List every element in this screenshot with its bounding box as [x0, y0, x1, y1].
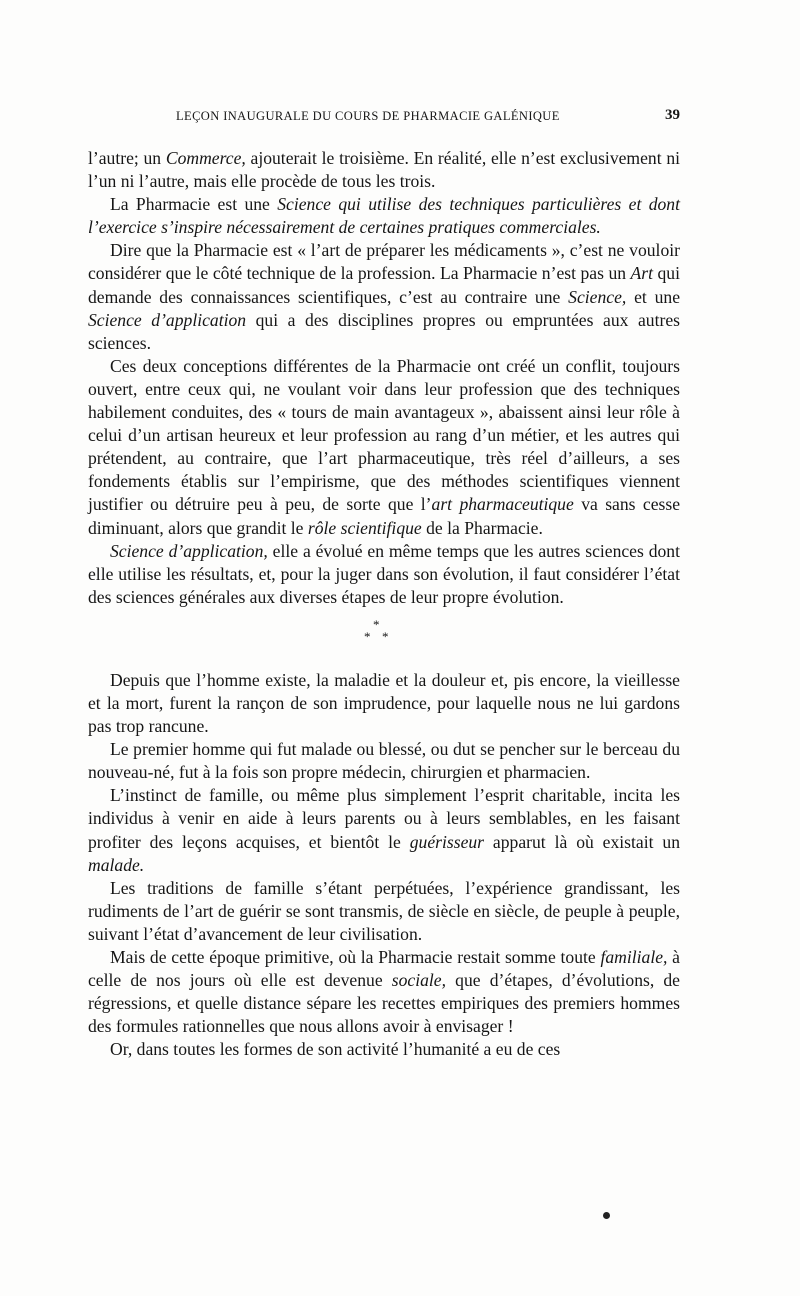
italic-text: guérisseur: [409, 831, 485, 852]
text-run: elle a évolué en même temps que les autres sciences dont elle utilise les résultats, et, pour la juger dans son évolution, il faut considérer l’état des sciences générales aux diverses étapes de leur propre évolution.: [88, 540, 680, 607]
running-title: LEÇON INAUGURALE DU COURS DE PHARMACIE GALÉNIQUE: [176, 109, 560, 123]
text-run: qui demande des connaissances scientifiques, c’est au contraire une: [88, 263, 680, 307]
text-run: que d’étapes, d’évolutions, de régressions, et quelle distance sépare les recettes empiriques des premiers hommes des formules rationnelles que nous allons avoir à envisager !: [88, 970, 680, 1037]
italic-text: Science,: [568, 286, 627, 307]
italic-text: Art: [630, 263, 654, 284]
paragraph: [88, 147, 680, 193]
text-run: l’autre; un: [88, 148, 166, 168]
italic-text: Science d’application,: [110, 540, 268, 561]
paragraph: [88, 1038, 680, 1061]
text-run: ajouterait le troisième. En réalité, elle n’est exclusivement ni l’un ni l’autre, mais elle procède de tous les trois.: [88, 148, 681, 192]
italic-text: Science qui utilise des techniques particulières et dont l’exercice s’inspire nécessairement de certaines pratiques commerciales.: [88, 194, 680, 238]
text-run: La Pharmacie est une: [110, 194, 278, 215]
text-run: va sans cesse diminuant, alors que grandit le: [88, 494, 680, 538]
paragraph: [88, 784, 680, 876]
text-run: L’instinct de famille, ou même plus simplement l’esprit charitable, incita les individus à venir en aide à leurs parents ou à leurs semblables, en les faisant profiter des leçons acquises, et bientôt le: [88, 785, 680, 852]
paragraph: [88, 193, 680, 239]
text-run: Or, dans toutes les formes de son activité l’humanité a eu de ces: [110, 1039, 561, 1060]
italic-text: Commerce,: [165, 148, 246, 168]
text-run: de la Pharmacie.: [421, 517, 543, 538]
text-run: Depuis que l’homme existe, la maladie et la douleur et, pis encore, la vieillesse et la mort, furent la rançon de son imprudence, pour laquelle nous ne lui gardons pas trop rancune.: [88, 669, 680, 737]
paragraph: [88, 540, 680, 609]
text-run: Les traditions de famille s’étant perpétuées, l’expérience grandissant, les rudiments de l’art de guérir se sont transmis, de siècle en siècle, de peuple à peuple, suivant l’état d’avancement de leur civilisation.: [88, 877, 680, 944]
text-run: qui a des disciplines propres ou empruntées aux autres sciences.: [88, 309, 680, 353]
italic-text: familiale,: [600, 947, 668, 967]
text-run: apparut là où existait un: [484, 831, 680, 852]
page-header: [88, 107, 680, 131]
text-run: Le premier homme qui fut malade ou blessé, ou dut se pencher sur le berceau du nouveau-né, fut à la fois son propre médecin, chirurgien et pharmacien.: [88, 739, 680, 783]
paragraph: [88, 946, 680, 1038]
italic-text: art pharmaceutique: [431, 494, 574, 515]
paragraph: [88, 239, 680, 354]
paragraph: [88, 669, 680, 738]
body-text: [88, 147, 680, 1061]
text-run: Ces deux conceptions différentes de la Pharmacie ont créé un conflit, toujours ouvert, entre ceux qui, ne voulant voir dans leur profession que des techniques habilement conduites, des « tours de main avantageux », abaissent ainsi leur rôle à celui d’un artisan heureux et leur profession au rang d’un métier, et les autres qui prétendent, au contraire, que l’art pharmaceutique, très réel d’ailleurs, a ses fondements établis sur l’empirisme, que des méthodes scientifiques viennent justifier ou détruire peu à peu, de sorte que l’: [88, 355, 680, 515]
italic-text: rôle scientifique: [307, 517, 422, 538]
text-run: Dire que la Pharmacie est « l’art de préparer les médicaments », c’est ne vouloir considérer que le côté technique de la profession. La Pharmacie n’est pas un: [88, 240, 680, 284]
page-number: 39: [665, 107, 680, 123]
section-ornament: * * *: [364, 616, 389, 644]
text-run: Mais de cette époque primitive, où la Pharmacie restait somme toute: [110, 947, 601, 967]
italic-text: sociale,: [391, 970, 447, 991]
paragraph: [88, 738, 680, 784]
bullet-mark: [603, 1212, 610, 1219]
paragraph: [88, 877, 680, 946]
text-run: et une: [626, 286, 680, 307]
italic-text: malade.: [88, 854, 145, 875]
paragraph: [88, 355, 680, 540]
italic-text: Science d’application: [88, 309, 247, 330]
text-run: à celle de nos jours où elle est devenue: [88, 947, 680, 991]
